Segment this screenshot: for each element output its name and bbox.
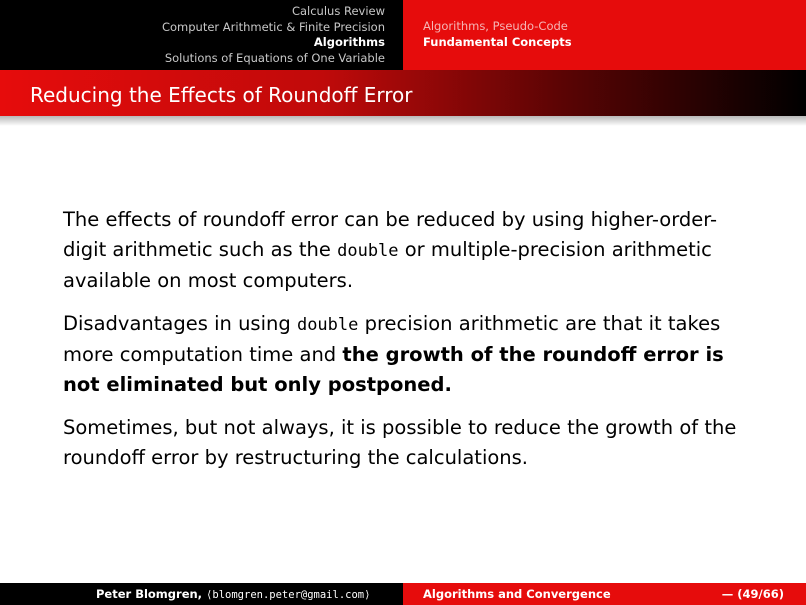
nav-section-algorithms[interactable]: Algorithms bbox=[313, 35, 385, 49]
author-name: Peter Blomgren, bbox=[96, 587, 203, 601]
nav-section-computer-arithmetic[interactable]: Computer Arithmetic & Finite Precision bbox=[161, 19, 385, 34]
p2-text-b: precision arithmetic are that it takes more computation time and bbox=[63, 312, 721, 366]
footer-title-bar bbox=[403, 583, 806, 605]
frame-title: Reducing the Effects of Roundoff Error bbox=[30, 83, 413, 107]
footer-page-number: — (49/66) bbox=[721, 587, 784, 601]
p2-code-double: double bbox=[296, 315, 359, 335]
header-section-nav bbox=[0, 0, 403, 70]
section-list bbox=[162, 4, 385, 66]
footer-author-bar bbox=[0, 583, 403, 605]
p1-text-a: The effects of roundoff error can be reduced by using higher-order-digit arithmetic such as the bbox=[63, 208, 718, 261]
p2-text-a: Disadvantages in using bbox=[63, 312, 297, 335]
footer-author bbox=[96, 587, 370, 601]
footer-short-title: Algorithms and Convergence bbox=[423, 587, 611, 601]
paragraph-2 bbox=[63, 309, 743, 400]
nav-subsection-pseudo-code[interactable]: Algorithms, Pseudo-Code bbox=[423, 19, 568, 33]
author-email: ⟨blomgren.peter@gmail.com⟩ bbox=[206, 589, 371, 601]
subsection-list bbox=[423, 19, 572, 50]
frame-title-bar bbox=[0, 70, 806, 116]
paragraph-3: Sometimes, but not always, it is possible to reduce the growth of the roundoff error by restructuring the calculations. bbox=[63, 416, 737, 469]
nav-subsection-fundamental-concepts[interactable]: Fundamental Concepts bbox=[423, 34, 572, 49]
nav-section-calculus-review[interactable]: Calculus Review bbox=[291, 4, 385, 18]
p1-code-double: double bbox=[337, 241, 399, 261]
slide-body bbox=[63, 205, 743, 486]
p1-text-b: or multiple-precision arithmetic available on most computers. bbox=[63, 238, 712, 292]
nav-section-solutions-of-equations[interactable]: Solutions of Equations of One Variable bbox=[164, 50, 385, 65]
paragraph-1 bbox=[63, 205, 743, 296]
p2-emphasis: the growth of the roundoff error is not eliminated but only postponed. bbox=[63, 343, 724, 396]
title-bar-shadow bbox=[0, 116, 806, 126]
header-subsection-nav bbox=[403, 0, 806, 70]
